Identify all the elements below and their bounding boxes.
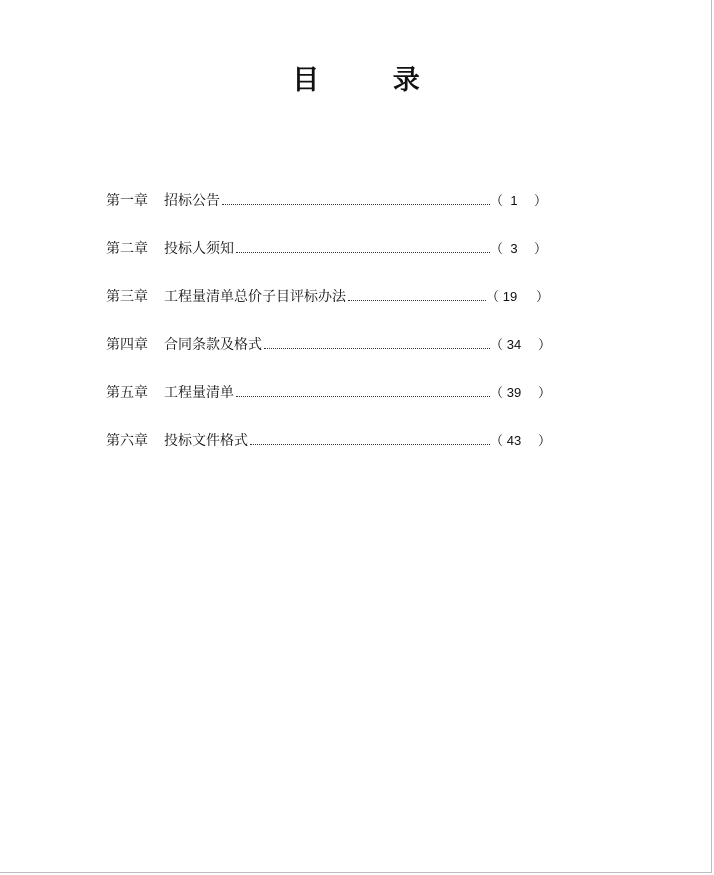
toc-entry[interactable] <box>106 430 566 478</box>
page-number: 3 <box>510 241 518 256</box>
page-title: 目 录 <box>292 65 452 96</box>
page-paren-close: ） <box>536 289 550 304</box>
chapter-title: 合同条款及格式 <box>164 337 262 353</box>
page-paren-open: （ <box>490 337 504 352</box>
page-number: 34 <box>506 337 522 352</box>
dot-leader <box>236 396 490 397</box>
page-paren-close: ） <box>534 193 548 208</box>
chapter-number: 第一章 <box>106 193 148 209</box>
page-paren-open: （ <box>490 433 504 448</box>
page-paren-open: （ <box>490 385 504 400</box>
page-paren-open: （ <box>486 289 500 304</box>
toc-entry[interactable] <box>106 334 566 382</box>
chapter-title: 工程量清单 <box>164 385 234 401</box>
table-of-contents <box>106 190 566 478</box>
chapter-number: 第四章 <box>106 337 148 353</box>
toc-entry[interactable] <box>106 190 566 238</box>
dot-leader <box>348 300 486 301</box>
toc-entry[interactable] <box>106 286 566 334</box>
chapter-title: 工程量清单总价子目评标办法 <box>164 289 346 305</box>
dot-leader <box>250 444 490 445</box>
page-number: 43 <box>506 433 522 448</box>
chapter-number: 第二章 <box>106 241 148 257</box>
chapter-number: 第五章 <box>106 385 148 401</box>
page-paren-close: ） <box>538 385 552 400</box>
page-paren-close: ） <box>538 337 552 352</box>
dot-leader <box>264 348 490 349</box>
page-number: 1 <box>510 193 518 208</box>
chapter-title: 投标文件格式 <box>164 433 248 449</box>
page-number: 39 <box>506 385 522 400</box>
toc-entry[interactable] <box>106 238 566 286</box>
page-paren-close: ） <box>534 241 548 256</box>
chapter-title: 招标公告 <box>164 193 220 209</box>
page-paren-open: （ <box>490 193 504 208</box>
page-number: 19 <box>502 289 518 304</box>
dot-leader <box>236 252 490 253</box>
dot-leader <box>222 204 490 205</box>
chapter-number: 第三章 <box>106 289 148 305</box>
toc-entry[interactable] <box>106 382 566 430</box>
chapter-number: 第六章 <box>106 433 148 449</box>
chapter-title: 投标人须知 <box>164 241 234 257</box>
page-paren-close: ） <box>538 433 552 448</box>
page-paren-open: （ <box>490 241 504 256</box>
